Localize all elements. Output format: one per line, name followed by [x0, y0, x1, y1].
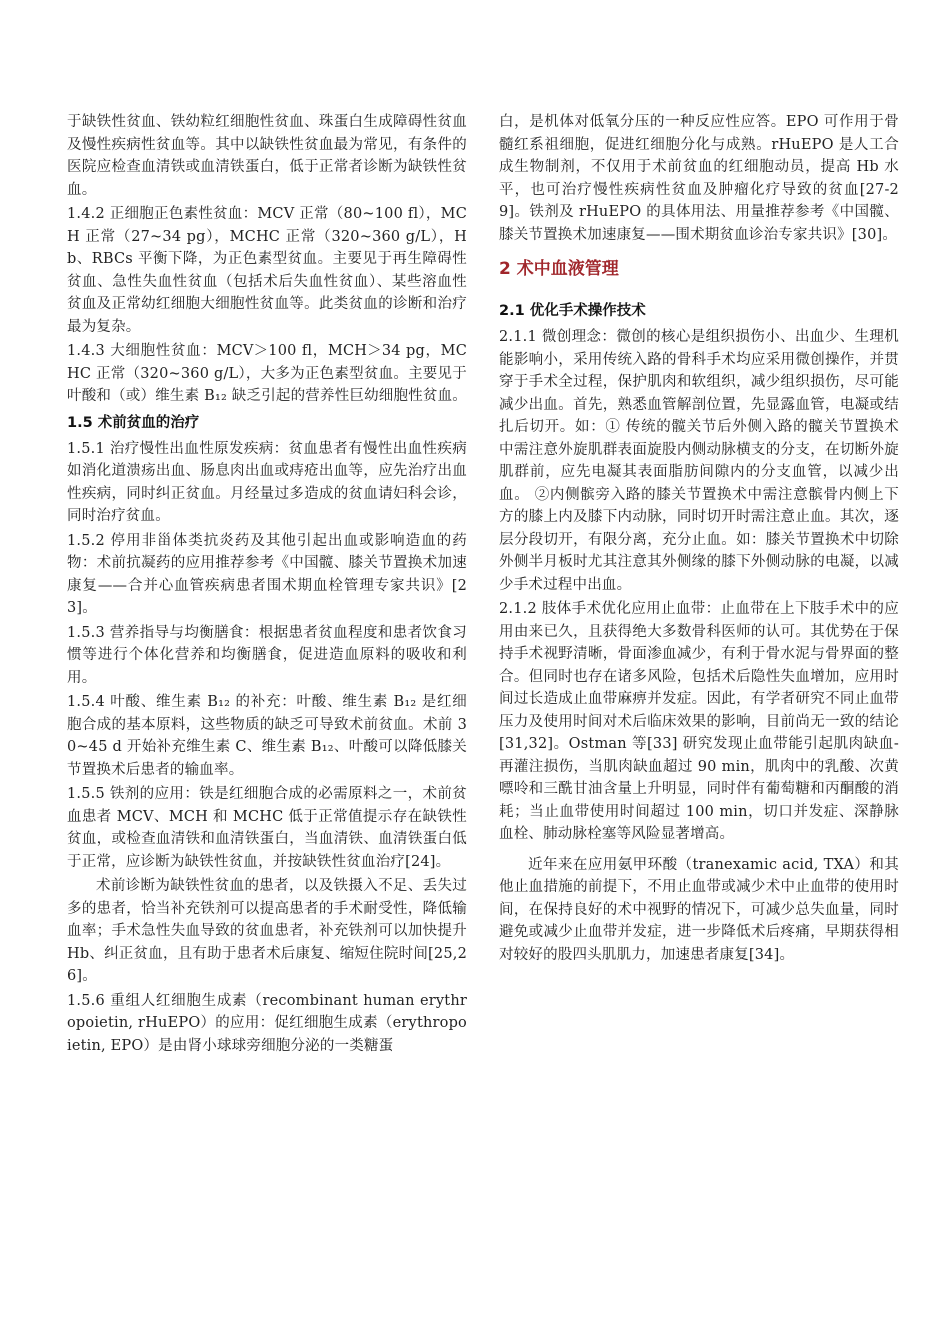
section-heading: 2 术中血液管理 [499, 259, 619, 279]
paragraph: 1.5.5 铁剂的应用：铁是红细胞合成的必需原料之一，术前贫血患者 MCV、MCH 和 MCHC 低于正常值提示存在缺铁性贫血，或检查血清铁和血清铁蛋白，当血清铁、血清铁蛋白低于正常，应诊断为缺铁性贫血，并按缺铁性贫血治疗[24]。 [67, 786, 467, 870]
subsection-heading: 1.5 术前贫血的治疗 [67, 414, 200, 431]
paragraph: 1.5.1 治疗慢性出血性原发疾病：贫血患者有慢性出血性疾病如消化道溃疡出血、肠息肉出血或痔疮出血等，应先治疗出血性疾病，同时纠正贫血。月经量过多造成的贫血请妇科会诊，同时治疗贫血。 [67, 440, 467, 524]
paragraph: 白，是机体对低氧分压的一种反应性应答。EPO 可作用于骨髓红系祖细胞，促进红细胞分化与成熟。rHuEPO 是人工合成生物制剂，不仅用于术前贫血的红细胞动员，提高 Hb 水平，也可治疗慢性疾病性贫血及肿瘤化疗导致的贫血[27-29]。铁剂及 rHuEPO 的具体用法、用量推荐参考《中国髋、膝关节置换术加速康复——围术期贫血诊治专家共识》[30]。 [499, 114, 899, 243]
paragraph: 近年来在应用氨甲环酸（tranexamic acid, TXA）和其他止血措施的前提下，不用止血带或减少术中止血带的使用时间，在保持良好的术中视野的情况下，可减少总失血量，同时避免或减少止血带并发症，进一步降低术后疼痛，早期获得相对较好的股四头肌肌力，加速患者康复[34]。 [499, 856, 899, 963]
right-column [499, 111, 899, 968]
paragraph: 1.5.3 营养指导与均衡膳食：根据患者贫血程度和患者饮食习惯等进行个体化营养和均衡膳食，促进造血原料的吸收和利用。 [67, 624, 467, 686]
subsection-heading: 2.1 优化手术操作技术 [499, 303, 646, 319]
paragraph: 1.4.2 正细胞正色素性贫血：MCV 正常（80~100 fl），MCH 正常（27~34 pg），MCHC 正常（320~360 g/L），Hb、RBCs 平衡下降，为正色素型贫血。主要见于再生障碍性贫血、急性失血性贫血（包括术后失血性贫血）、某些溶血性贫血及正常幼红细胞大细胞性贫血等。此类贫血的诊断和治疗最为复杂。 [67, 206, 467, 335]
paragraph: 术前诊断为缺铁性贫血的患者，以及铁摄入不足、丢失过多的患者，恰当补充铁剂可以提高患者的手术耐受性，降低输血率；手术急性失血导致的贫血患者，补充铁剂可以加快提升 Hb、纠正贫血，且有助于患者术后康复、缩短住院时间[25,26]。 [67, 878, 467, 984]
paragraph: 1.5.6 重组人红细胞生成素（recombinant human erythropoietin, rHuEPO）的应用：促红细胞生成素（erythropoietin, EPO）是由肾小球球旁细胞分泌的一类糖蛋 [67, 992, 467, 1054]
paragraph: 2.1.2 肢体手术优化应用止血带：止血带在上下肢手术中的应用由来已久，且获得绝大多数骨科医师的认可。其优势在于保持手术视野清晰，骨面渗血减少，有利于骨水泥与骨界面的整合。但同时也存在诸多风险，包括术后隐性失血增加，应用时间过长造成止血带麻痹并发症。因此，有学者研究不同止血带压力及使用时间对术后临床效果的影响，目前尚无一致的结论[31,32]。Ostman 等[33] 研究发现止血带能引起肌肉缺血-再灌注损伤，当肌肉缺血超过 90 min，肌肉中的乳酸、次黄嘌呤和三酰甘油含量上升明显，同时伴有葡萄糖和丙酮酸的消耗；当止血带使用时间超过 100 min，切口并发症、深静脉血栓、肺动脉栓塞等风险显著增高。 [499, 601, 899, 842]
paragraph: 1.4.3 大细胞性贫血：MCV＞100 fl，MCH＞34 pg，MCHC 正常（320~360 g/L），大多为正色素型贫血。主要见于叶酸和（或）维生素 B₁₂ 缺乏引起的营养性巨幼细胞性贫血。 [67, 343, 467, 404]
paragraph: 于缺铁性贫血、铁幼粒红细胞性贫血、珠蛋白生成障碍性贫血及慢性疾病性贫血等。其中以缺铁性贫血最为常见，有条件的医院应检查血清铁或血清铁蛋白，低于正常者诊断为缺铁性贫血。 [67, 114, 467, 198]
paragraph: 1.5.4 叶酸、维生素 B₁₂ 的补充：叶酸、维生素 B₁₂ 是红细胞合成的基本原料，这些物质的缺乏可导致术前贫血。术前 30~45 d 开始补充维生素 C、维生素 B₁₂、叶酸可以降低膝关节置换术后患者的输血率。 [67, 694, 467, 778]
paragraph: 2.1.1 微创理念：微创的核心是组织损伤小、出血少、生理机能影响小，采用传统入路的骨科手术均应采用微创操作，并贯穿于手术全过程，保护肌肉和软组织，减少组织损伤，尽可能减少出血。首先，熟悉血管解剖位置，先显露血管，电凝或结扎后切开。如：① 传统的髋关节后外侧入路的髋关节置换术中需注意外旋肌群表面旋股内侧动脉横支的分支，在切断外旋肌群前，应先电凝其表面脂肪间隙内的分支血管，以减少出血。 ②内侧髌旁入路的膝关节置换术中需注意髌骨内侧上下方的膝上内及膝下内动脉，同时切开时需注意止血。其次，逐层分段切开，有限分离，充分止血。如：膝关节置换术中切除外侧半月板时尤其注意其外侧缘的膝下外侧动脉的电凝，以减少手术过程中出血。 [499, 329, 899, 593]
paragraph: 1.5.2 停用非甾体类抗炎药及其他引起出血或影响造血的药物：术前抗凝药的应用推荐参考《中国髋、膝关节置换术加速康复——合并心血管疾病患者围术期血栓管理专家共识》[23]。 [67, 532, 467, 616]
left-column [67, 111, 467, 1059]
